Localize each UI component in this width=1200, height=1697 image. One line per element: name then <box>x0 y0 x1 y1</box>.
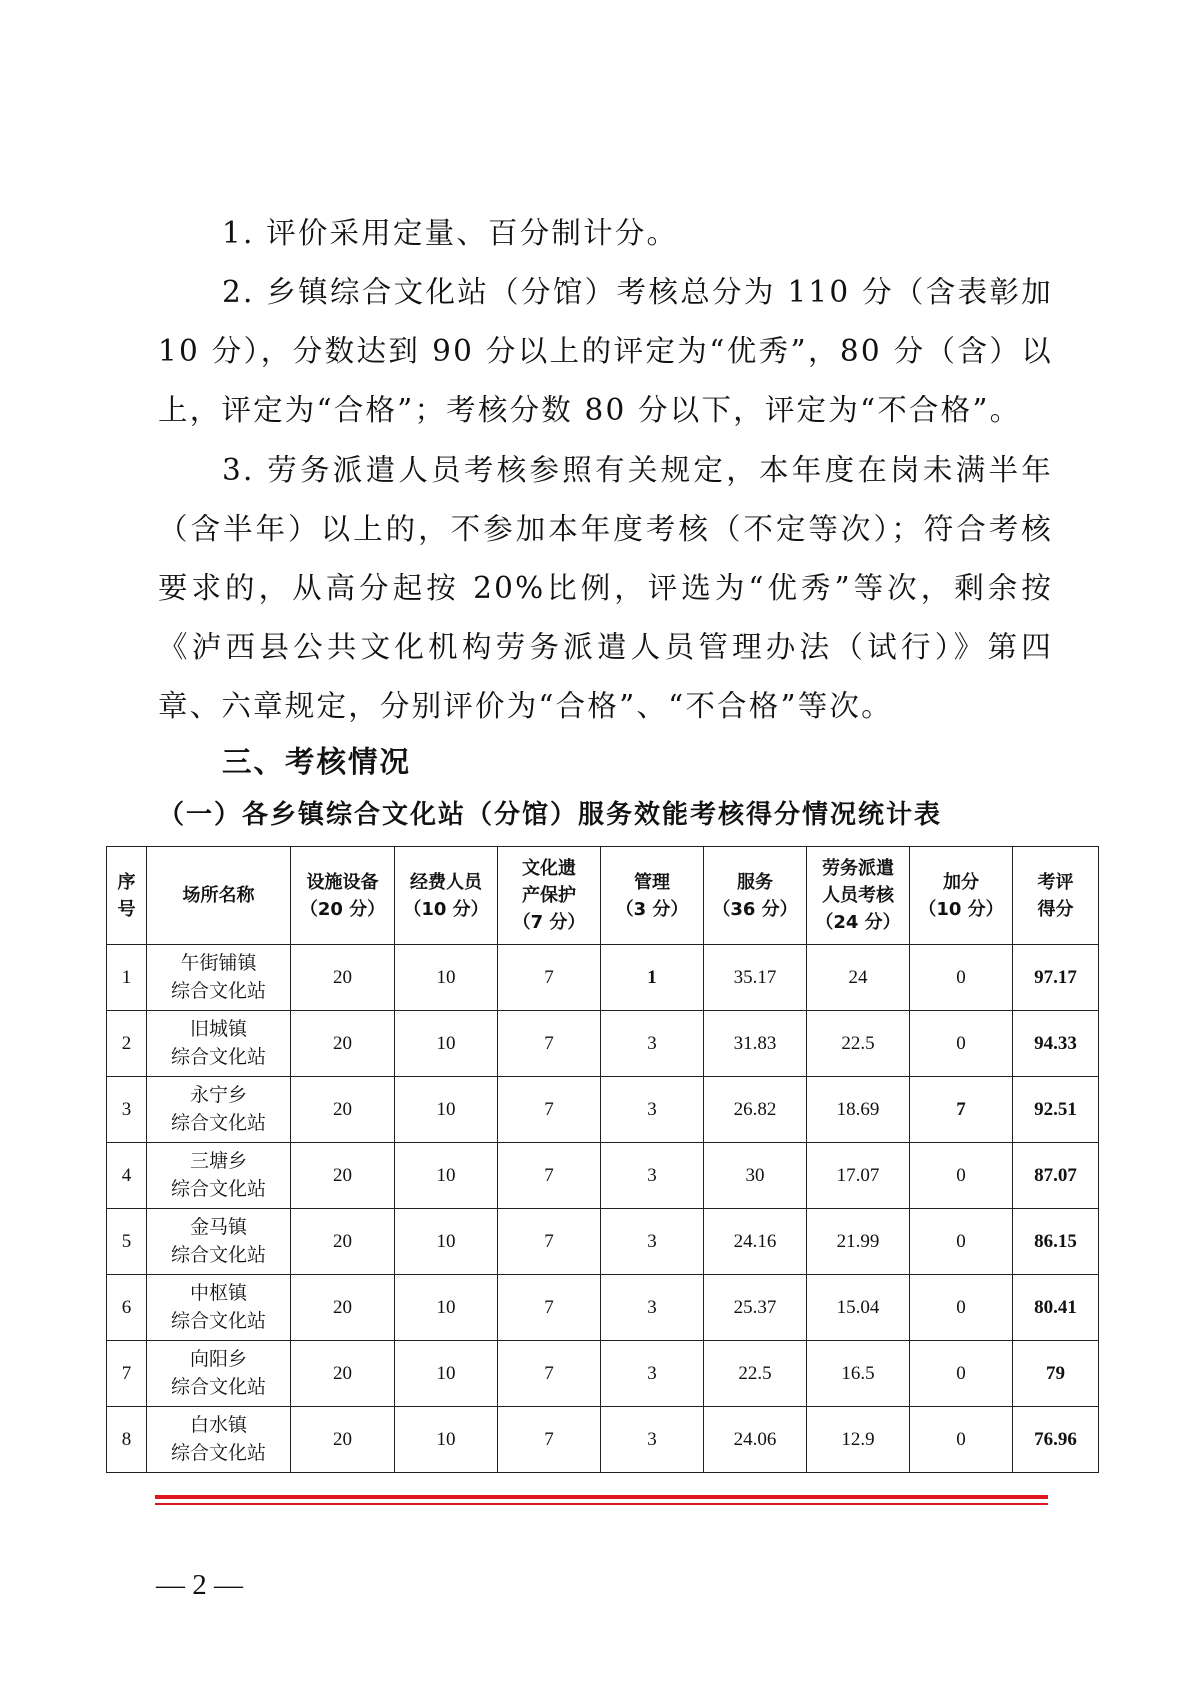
venue-name-line: 综合文化站 <box>170 1376 266 1398</box>
cell-heritage: 7 <box>498 1341 601 1407</box>
cell-funding: 10 <box>395 1341 498 1407</box>
header-line: （7 分） <box>512 912 586 933</box>
cell-no: 6 <box>107 1275 147 1341</box>
venue-name-line: 旧城镇 <box>189 1018 247 1040</box>
score-table <box>106 846 1099 1473</box>
venue-name-line: 金马镇 <box>189 1216 247 1238</box>
cell-no: 4 <box>107 1143 147 1209</box>
cell-venue-name <box>147 1143 291 1209</box>
header-seq <box>107 847 147 945</box>
cell-total: 79 <box>1013 1341 1099 1407</box>
cell-bonus: 0 <box>910 1275 1013 1341</box>
paragraph-3: 3. 劳务派遣人员考核参照有关规定，本年度在岗未满半年（含半年）以上的，不参加本年度考核（不定等次）；符合考核要求的，从高分起按 20%比例，评选为“优秀”等次，剩余按《泸西县公共文化机构劳务派遣人员管理办法（试行）》第四章、六章规定，分别评价为“合格”、“不合格”等次。 <box>158 453 1053 723</box>
cell-labor: 15.04 <box>807 1275 910 1341</box>
cell-venue-name <box>147 945 291 1011</box>
header-line: 劳务派遣 <box>822 858 894 879</box>
venue-name-line: 综合文化站 <box>170 1046 266 1068</box>
cell-labor: 21.99 <box>807 1209 910 1275</box>
header-line: 加分 <box>943 871 979 893</box>
cell-bonus: 7 <box>910 1077 1013 1143</box>
header-line: 场所名称 <box>182 885 255 906</box>
cell-mgmt: 3 <box>601 1275 704 1341</box>
header-line: 文化遗 <box>522 858 576 879</box>
header-facility <box>291 847 395 945</box>
header-venue-name <box>147 847 291 945</box>
cell-total: 80.41 <box>1013 1275 1099 1341</box>
header-line: 序 <box>117 871 136 893</box>
cell-no: 5 <box>107 1209 147 1275</box>
cell-labor: 22.5 <box>807 1011 910 1077</box>
header-service <box>704 847 807 945</box>
cell-heritage: 7 <box>498 1011 601 1077</box>
cell-labor: 18.69 <box>807 1077 910 1143</box>
venue-name-line: 综合文化站 <box>170 1178 266 1200</box>
header-line: 号 <box>117 898 136 920</box>
header-management <box>601 847 704 945</box>
cell-venue-name <box>147 1275 291 1341</box>
header-line: 服务 <box>737 871 773 893</box>
cell-mgmt: 3 <box>601 1077 704 1143</box>
table-row <box>107 1275 1099 1341</box>
cell-venue-name <box>147 1209 291 1275</box>
cell-service: 24.06 <box>704 1407 807 1473</box>
cell-bonus: 0 <box>910 1341 1013 1407</box>
header-heritage <box>498 847 601 945</box>
cell-facility: 20 <box>291 1341 395 1407</box>
cell-labor: 16.5 <box>807 1341 910 1407</box>
venue-name-line: 综合文化站 <box>170 1442 266 1464</box>
cell-mgmt: 1 <box>601 945 704 1011</box>
cell-mgmt: 3 <box>601 1209 704 1275</box>
venue-name-line: 综合文化站 <box>170 1244 266 1266</box>
cell-mgmt: 3 <box>601 1143 704 1209</box>
header-line: （10 分） <box>918 898 1004 920</box>
cell-mgmt: 3 <box>601 1011 704 1077</box>
cell-bonus: 0 <box>910 1407 1013 1473</box>
header-line: 人员考核 <box>822 885 894 906</box>
cell-service: 30 <box>704 1143 807 1209</box>
header-bonus <box>910 847 1013 945</box>
cell-service: 31.83 <box>704 1011 807 1077</box>
cell-heritage: 7 <box>498 1275 601 1341</box>
cell-labor: 24 <box>807 945 910 1011</box>
paragraph-1: 1. 评价采用定量、百分制计分。 <box>222 216 679 250</box>
cell-heritage: 7 <box>498 1407 601 1473</box>
cell-facility: 20 <box>291 1011 395 1077</box>
table-row <box>107 1011 1099 1077</box>
cell-no: 8 <box>107 1407 147 1473</box>
cell-facility: 20 <box>291 1077 395 1143</box>
cell-bonus: 0 <box>910 945 1013 1011</box>
cell-facility: 20 <box>291 945 395 1011</box>
cell-funding: 10 <box>395 1143 498 1209</box>
cell-heritage: 7 <box>498 1209 601 1275</box>
header-total-score <box>1013 847 1099 945</box>
cell-no: 7 <box>107 1341 147 1407</box>
header-line: 经费人员 <box>410 871 482 893</box>
header-line: （10 分） <box>403 898 489 920</box>
cell-total: 97.17 <box>1013 945 1099 1011</box>
section-heading: 三、考核情况 <box>222 745 412 779</box>
cell-mgmt: 3 <box>601 1341 704 1407</box>
cell-venue-name <box>147 1077 291 1143</box>
venue-name-line: 中枢镇 <box>189 1282 247 1304</box>
header-line: （3 分） <box>615 898 689 920</box>
cell-bonus: 0 <box>910 1209 1013 1275</box>
cell-venue-name <box>147 1341 291 1407</box>
cell-heritage: 7 <box>498 1077 601 1143</box>
cell-facility: 20 <box>291 1209 395 1275</box>
venue-name-line: 三塘乡 <box>189 1150 247 1172</box>
cell-venue-name <box>147 1407 291 1473</box>
page-number: — 2 — <box>156 1569 243 1601</box>
cell-no: 2 <box>107 1011 147 1077</box>
cell-funding: 10 <box>395 1077 498 1143</box>
cell-venue-name <box>147 1011 291 1077</box>
cell-service: 35.17 <box>704 945 807 1011</box>
cell-bonus: 0 <box>910 1143 1013 1209</box>
cell-funding: 10 <box>395 1011 498 1077</box>
header-funding-staff <box>395 847 498 945</box>
cell-labor: 12.9 <box>807 1407 910 1473</box>
cell-no: 3 <box>107 1077 147 1143</box>
header-line: 产保护 <box>522 885 576 906</box>
cell-heritage: 7 <box>498 945 601 1011</box>
cell-facility: 20 <box>291 1143 395 1209</box>
header-line: （24 分） <box>815 912 901 933</box>
cell-total: 94.33 <box>1013 1011 1099 1077</box>
cell-facility: 20 <box>291 1275 395 1341</box>
red-rule-thin <box>155 1503 1048 1505</box>
cell-bonus: 0 <box>910 1011 1013 1077</box>
cell-service: 25.37 <box>704 1275 807 1341</box>
header-line: 得分 <box>1037 898 1074 920</box>
venue-name-line: 向阳乡 <box>189 1348 247 1370</box>
table-row <box>107 1407 1099 1473</box>
cell-heritage: 7 <box>498 1143 601 1209</box>
cell-service: 24.16 <box>704 1209 807 1275</box>
header-labor-dispatch <box>807 847 910 945</box>
venue-name-line: 午街铺镇 <box>180 952 257 974</box>
cell-labor: 17.07 <box>807 1143 910 1209</box>
cell-funding: 10 <box>395 1407 498 1473</box>
table-row <box>107 1209 1099 1275</box>
cell-funding: 10 <box>395 1275 498 1341</box>
paragraph-2: 2. 乡镇综合文化站（分馆）考核总分为 110 分（含表彰加 10 分），分数达到 90 分以上的评定为“优秀”，80 分（含）以上，评定为“合格”；考核分数 80 分以下，评定为“不合格”。 <box>158 275 1053 427</box>
cell-facility: 20 <box>291 1407 395 1473</box>
cell-no: 1 <box>107 945 147 1011</box>
table-header-row <box>107 847 1099 945</box>
venue-name-line: 综合文化站 <box>170 1112 266 1134</box>
cell-total: 76.96 <box>1013 1407 1099 1473</box>
red-rule-thick <box>155 1495 1048 1499</box>
cell-total: 87.07 <box>1013 1143 1099 1209</box>
header-line: 考评 <box>1037 871 1074 893</box>
cell-service: 26.82 <box>704 1077 807 1143</box>
cell-funding: 10 <box>395 1209 498 1275</box>
cell-funding: 10 <box>395 945 498 1011</box>
table-title: （一）各乡镇综合文化站（分馆）服务效能考核得分情况统计表 <box>158 800 943 830</box>
header-line: （20 分） <box>299 898 386 920</box>
venue-name-line: 综合文化站 <box>170 1310 266 1332</box>
venue-name-line: 白水镇 <box>189 1414 247 1436</box>
table-row <box>107 1077 1099 1143</box>
venue-name-line: 综合文化站 <box>170 980 266 1002</box>
table-row <box>107 1341 1099 1407</box>
header-line: 设施设备 <box>306 871 379 893</box>
table-row <box>107 1143 1099 1209</box>
header-line: （36 分） <box>712 898 798 920</box>
cell-mgmt: 3 <box>601 1407 704 1473</box>
cell-total: 86.15 <box>1013 1209 1099 1275</box>
table-row <box>107 945 1099 1011</box>
header-line: 管理 <box>634 871 670 893</box>
cell-service: 22.5 <box>704 1341 807 1407</box>
venue-name-line: 永宁乡 <box>189 1084 247 1106</box>
cell-total: 92.51 <box>1013 1077 1099 1143</box>
table-body <box>107 945 1099 1473</box>
